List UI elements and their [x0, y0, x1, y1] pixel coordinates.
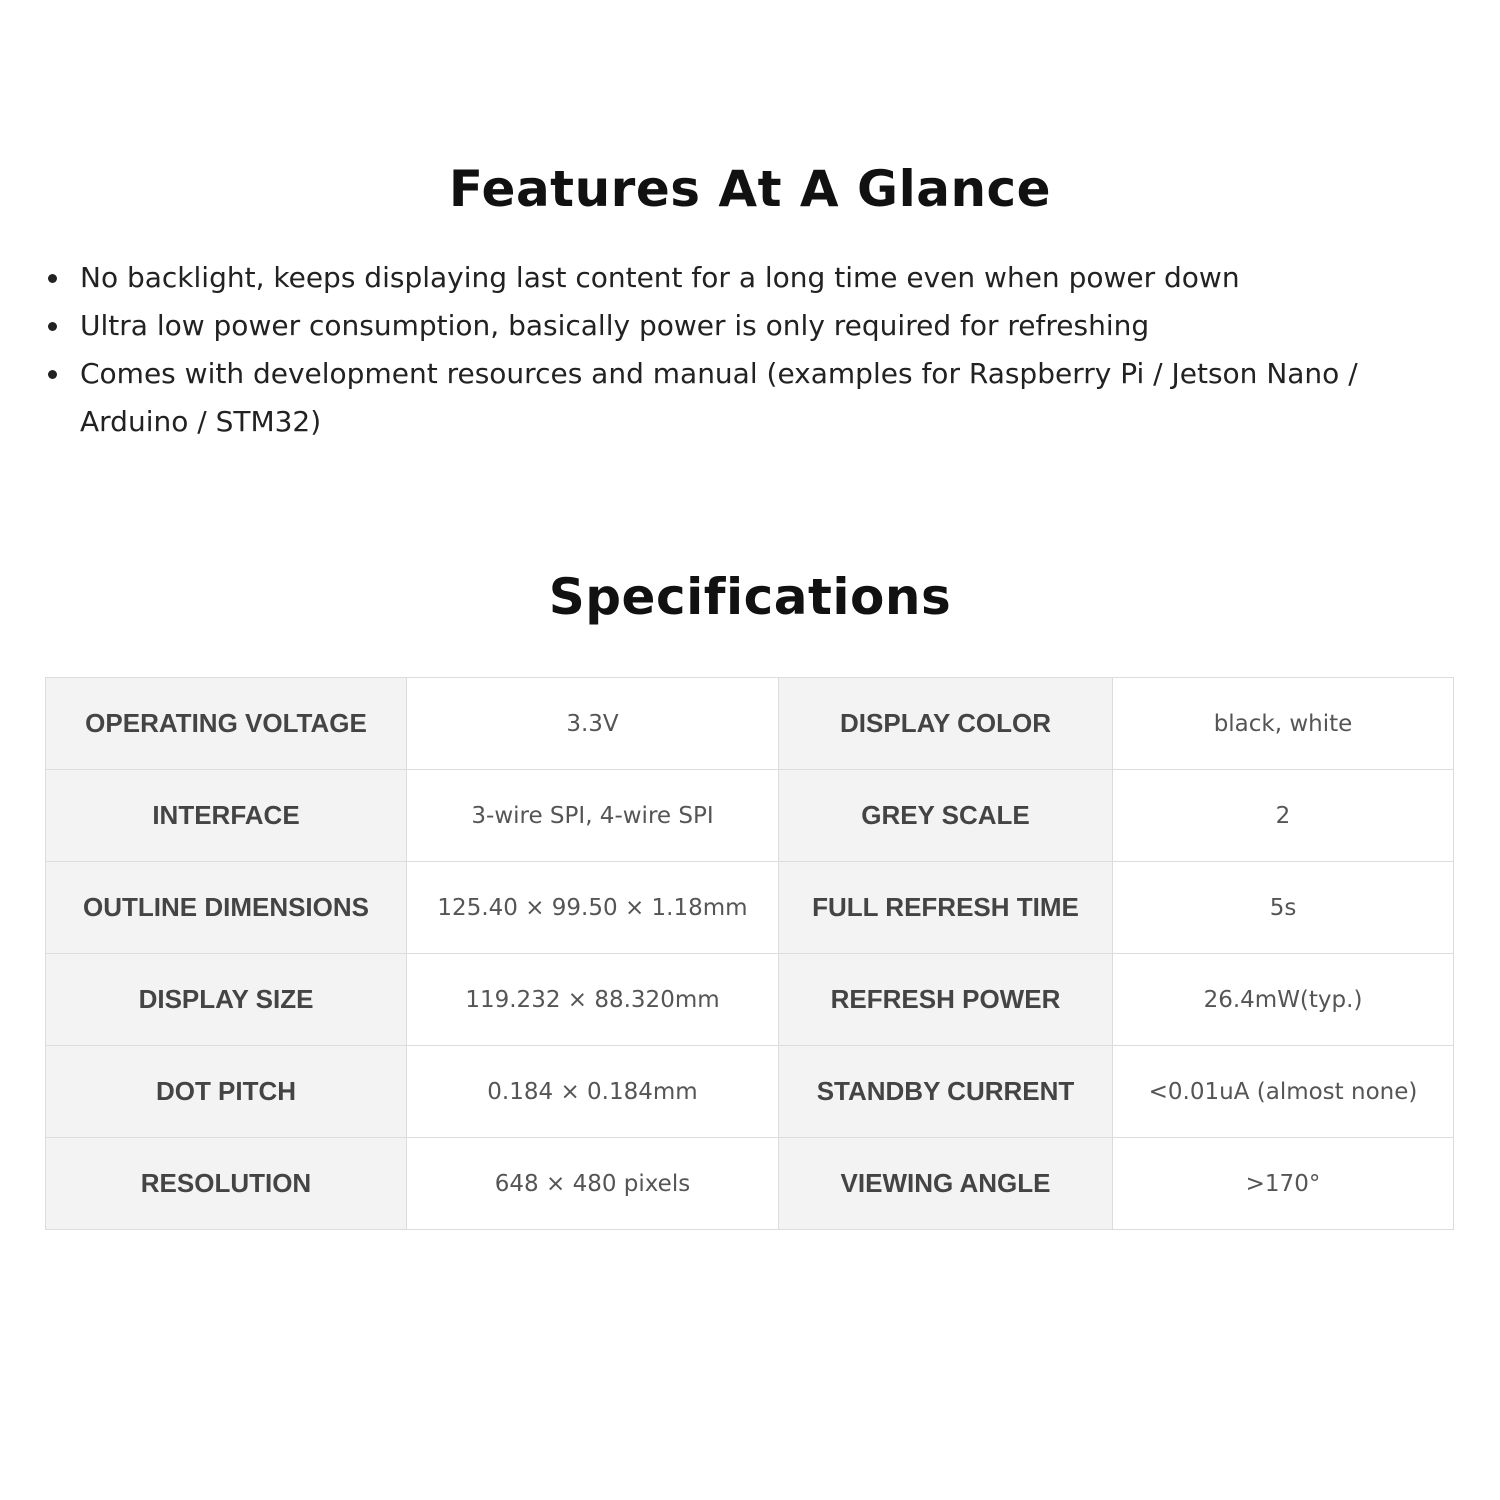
table-row	[46, 1138, 1454, 1230]
spec-label-display-size: DISPLAY SIZE	[46, 954, 407, 1046]
feature-item	[48, 350, 1388, 446]
spec-label-resolution: RESOLUTION	[46, 1138, 407, 1230]
bullet-icon	[48, 274, 57, 283]
feature-item	[48, 302, 1388, 350]
spec-label-full-refresh-time: FULL REFRESH TIME	[779, 862, 1113, 954]
spec-value-refresh-power: 26.4mW(typ.)	[1113, 954, 1454, 1046]
spec-value-dot-pitch: 0.184 × 0.184mm	[407, 1046, 779, 1138]
spec-label-outline-dimensions: OUTLINE DIMENSIONS	[46, 862, 407, 954]
feature-list	[48, 254, 1388, 446]
table-row	[46, 1046, 1454, 1138]
table-row	[46, 954, 1454, 1046]
spec-value-operating-voltage: 3.3V	[407, 678, 779, 770]
spec-value-resolution: 648 × 480 pixels	[407, 1138, 779, 1230]
spec-label-grey-scale: GREY SCALE	[779, 770, 1113, 862]
bullet-icon	[48, 322, 57, 331]
specifications-heading: Specifications	[548, 568, 952, 626]
bullet-icon	[48, 370, 57, 379]
spec-value-outline-dimensions: 125.40 × 99.50 × 1.18mm	[407, 862, 779, 954]
spec-label-standby-current: STANDBY CURRENT	[779, 1046, 1113, 1138]
table-row	[46, 678, 1454, 770]
spec-label-operating-voltage: OPERATING VOLTAGE	[46, 678, 407, 770]
spec-value-interface: 3-wire SPI, 4-wire SPI	[407, 770, 779, 862]
feature-text: Comes with development resources and manual (examples for Raspberry Pi / Jetson Nano / Arduino / STM32)	[80, 357, 1358, 438]
feature-item	[48, 254, 1388, 302]
spec-value-display-color: black, white	[1113, 678, 1454, 770]
spec-value-grey-scale: 2	[1113, 770, 1454, 862]
spec-label-refresh-power: REFRESH POWER	[779, 954, 1113, 1046]
spec-value-viewing-angle: >170°	[1113, 1138, 1454, 1230]
spec-label-viewing-angle: VIEWING ANGLE	[779, 1138, 1113, 1230]
feature-text: No backlight, keeps displaying last content for a long time even when power down	[80, 261, 1240, 294]
feature-text: Ultra low power consumption, basically power is only required for refreshing	[80, 309, 1150, 342]
spec-label-display-color: DISPLAY COLOR	[779, 678, 1113, 770]
specifications-table	[45, 677, 1454, 1230]
spec-label-dot-pitch: DOT PITCH	[46, 1046, 407, 1138]
table-row	[46, 770, 1454, 862]
spec-value-display-size: 119.232 × 88.320mm	[407, 954, 779, 1046]
spec-label-interface: INTERFACE	[46, 770, 407, 862]
table-row	[46, 862, 1454, 954]
spec-value-full-refresh-time: 5s	[1113, 862, 1454, 954]
spec-value-standby-current: <0.01uA (almost none)	[1113, 1046, 1454, 1138]
features-heading: Features At A Glance	[448, 160, 1052, 218]
